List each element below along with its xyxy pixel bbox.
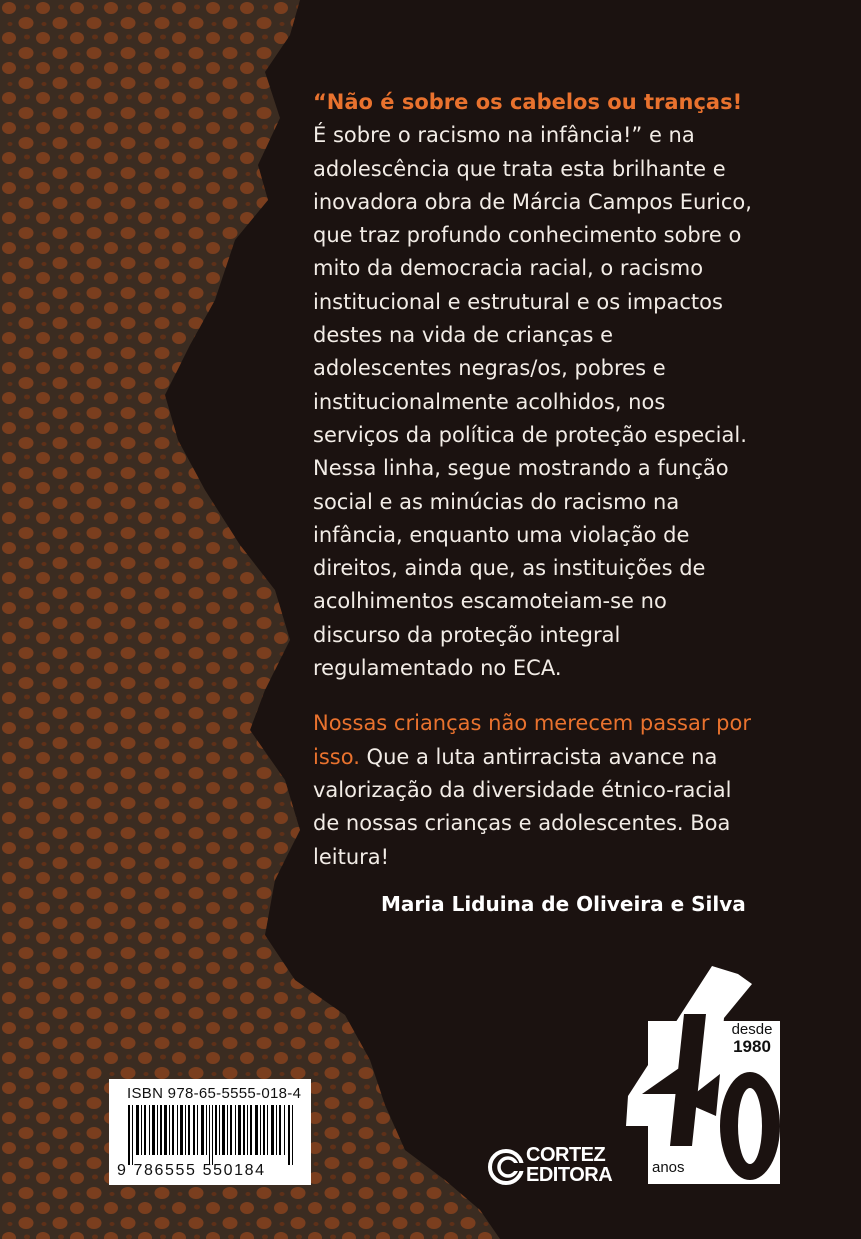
isbn-digits: 9 786555 550184 bbox=[117, 1162, 266, 1179]
blurb-paragraph-2 bbox=[313, 707, 753, 873]
cortez-swirl-icon bbox=[488, 1145, 524, 1189]
desde-label: desde bbox=[731, 1021, 773, 1038]
blurb-body-2: Que a luta antirracista avance na valorização da diversidade étnico-racial de nossas crianças e adolescentes. Boa leitura! bbox=[313, 744, 732, 869]
publisher-name-line1: CORTEZ bbox=[526, 1144, 606, 1166]
anniversary-40-badge bbox=[620, 966, 790, 1191]
author-signature: Maria Liduina de Oliveira e Silva bbox=[381, 892, 746, 916]
blurb-paragraph-1 bbox=[313, 86, 753, 685]
blurb bbox=[313, 86, 753, 874]
desde-year: 1980 bbox=[733, 1037, 771, 1056]
blurb-body-1: É sobre o racismo na infância!” e na adolescência que trata esta brilhante e inovadora obra de Márcia Campos Eurico, que traz profundo conhecimento sobre o mito da democracia racial, o racismo institucional e estrutural e os impactos destes na vida de crianças e adolescentes negras/os, pobres e institucionalmente acolhidos, nos serviços da política de proteção especial. Nessa linha, segue mostrando a função social e as minúcias do racismo na infância, enquanto uma violação de direitos, ainda que, as instituições de acolhimentos escamoteiam-se no discurso da proteção integral regulamentado no ECA. bbox=[313, 123, 752, 681]
anniversary-desde bbox=[726, 1021, 778, 1055]
isbn-label: ISBN 978-65-5555-018-4 bbox=[127, 1085, 302, 1102]
isbn-barcode bbox=[109, 1079, 311, 1185]
publisher-name-line2: EDITORA bbox=[526, 1164, 613, 1186]
anniversary-anos: anos bbox=[652, 1159, 685, 1176]
opening-quote-highlight: “Não é sobre os cabelos ou tranças! bbox=[313, 90, 743, 114]
closing-highlight: Nossas crianças não merecem passar por isso. bbox=[313, 711, 751, 769]
publisher-logo bbox=[488, 1143, 628, 1193]
